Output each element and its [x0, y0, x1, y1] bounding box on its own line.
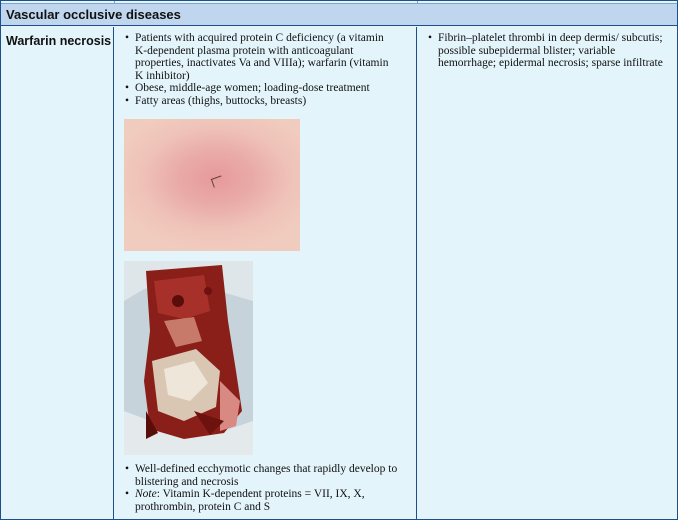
- list-item: • Patients with acquired protein C deficiency (a vitamin K-dependent plasma protein with anticoagulant properties, inactivates Va and VIIIa); warfarin (vitamin K inhibitor): [125, 32, 397, 82]
- necrotic-leg-illustration: [124, 261, 253, 455]
- clinical-list-top: [125, 32, 397, 108]
- clinical-list-bottom: [125, 463, 405, 513]
- histology-cell: [418, 27, 677, 519]
- section-header: [1, 4, 677, 26]
- skin-mark: [211, 175, 224, 187]
- clinical-photo-necrosis: [124, 261, 253, 455]
- disease-name: Warfarin necrosis: [6, 34, 112, 48]
- histology-list: [428, 32, 672, 70]
- section-title: Vascular occlusive diseases: [6, 7, 181, 22]
- note-label: Note: [135, 488, 157, 501]
- list-item: • Obese, middle-age women; loading-dose treatment: [125, 82, 397, 95]
- clinical-features-cell: [115, 27, 417, 519]
- list-item: • Note: Vitamin K-dependent proteins = VII, IX, X, prothrombin, protein C and S: [125, 488, 405, 513]
- disease-name-cell: [1, 27, 114, 519]
- list-item: • Fibrin–platelet thrombi in deep dermis/ subcutis; possible subepidermal blister; variable hemorrhage; epidermal necrosis; sparse infiltrate: [428, 32, 672, 70]
- list-item: • Well-defined ecchymotic changes that rapidly develop to blistering and necrosis: [125, 463, 405, 488]
- clinical-photo-erythema: [124, 119, 300, 251]
- list-item: • Fatty areas (thighs, buttocks, breasts): [125, 95, 397, 108]
